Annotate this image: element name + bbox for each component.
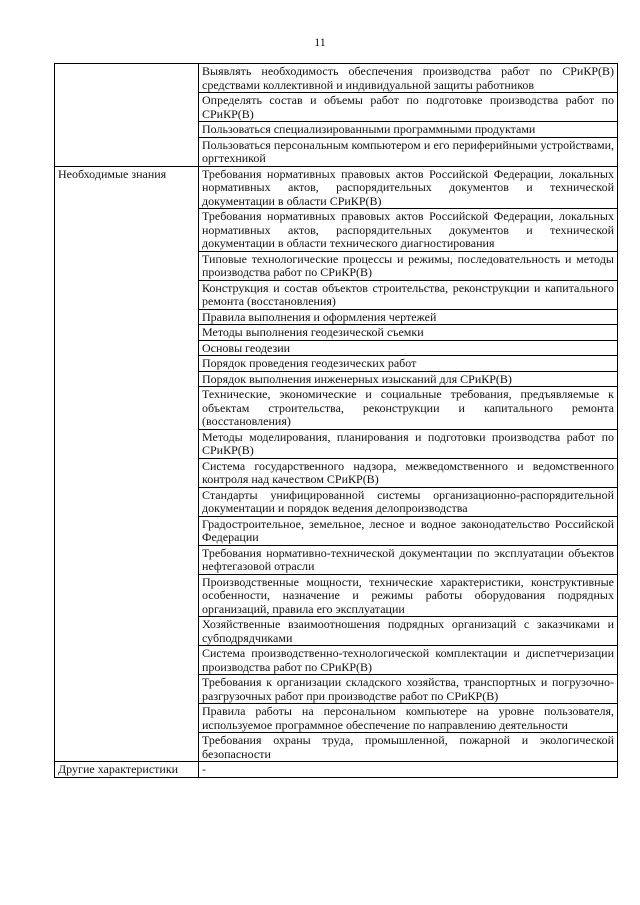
row-content: Порядок проведения геодезических работ — [199, 356, 618, 372]
row-content: Производственные мощности, технические характеристики, конструктивные особенности, назначение и режимы работы оборудования подрядных организаций, правила его эксплуатации — [199, 574, 618, 617]
row-content: Требования нормативно-технической документации по эксплуатации объектов нефтегазовой отрасли — [199, 545, 618, 574]
row-content: Выявлять необходимость обеспечения производства работ по СРиКР(В) средствами коллективной и индивидуальной защиты работников — [199, 64, 618, 93]
row-content: Правила выполнения и оформления чертежей — [199, 309, 618, 325]
row-content: Градостроительное, земельное, лесное и водное законодательство Российской Федерации — [199, 516, 618, 545]
row-content: Пользоваться персональным компьютером и его периферийными устройствами, оргтехникой — [199, 137, 618, 166]
row-label — [55, 64, 199, 167]
row-label: Другие характеристики — [55, 762, 199, 778]
requirements-table — [54, 63, 618, 778]
row-content: Методы выполнения геодезической съемки — [199, 325, 618, 341]
row-label: Необходимые знания — [55, 166, 199, 762]
row-content: Порядок выполнения инженерных изысканий для СРиКР(В) — [199, 371, 618, 387]
row-content: Основы геодезии — [199, 340, 618, 356]
row-content: Методы моделирования, планирования и подготовки производства работ по СРиКР(В) — [199, 429, 618, 458]
row-content: Пользоваться специализированными программными продуктами — [199, 122, 618, 138]
row-content: Конструкция и состав объектов строительства, реконструкции и капитального ремонта (восстановления) — [199, 280, 618, 309]
row-content: Требования нормативных правовых актов Российской Федерации, локальных нормативных актов, распорядительных документов и технической документации в области СРиКР(В) — [199, 166, 618, 209]
row-content: Технические, экономические и социальные требования, предъявляемые к объектам строительства, реконструкции и капитального ремонта (восстановления) — [199, 387, 618, 430]
row-content: Стандарты унифицированной системы организационно-распорядительной документации и порядок ведения делопроизводства — [199, 487, 618, 516]
row-content: Требования охраны труда, промышленной, пожарной и экологической безопасности — [199, 733, 618, 762]
row-content: Требования к организации складского хозяйства, транспортных и погрузочно-разгрузочных работ при производстве работ по СРиКР(В) — [199, 675, 618, 704]
row-content: Хозяйственные взаимоотношения подрядных организаций с заказчиками и субподрядчиками — [199, 617, 618, 646]
row-content: Правила работы на персональном компьютере на уровне пользователя, используемое программное обеспечение по направлению деятельности — [199, 704, 618, 733]
row-content: - — [199, 762, 618, 778]
knowledge-row — [55, 166, 618, 209]
row-content: Определять состав и объемы работ по подготовке производства работ по СРиКР(В) — [199, 93, 618, 122]
skill-row — [55, 64, 618, 93]
row-content: Система государственного надзора, межведомственного и ведомственного контроля над качеством СРиКР(В) — [199, 458, 618, 487]
page-number: 11 — [314, 35, 326, 49]
row-content: Типовые технологические процессы и режимы, последовательность и методы производства работ по СРиКР(В) — [199, 251, 618, 280]
row-content: Система производственно-технологической комплектации и диспетчеризации производства работ по СРиКР(В) — [199, 646, 618, 675]
other-row — [55, 762, 618, 778]
row-content: Требования нормативных правовых актов Российской Федерации, локальных нормативных актов, распорядительных документов и технической документации в области технического диагностирования — [199, 209, 618, 252]
